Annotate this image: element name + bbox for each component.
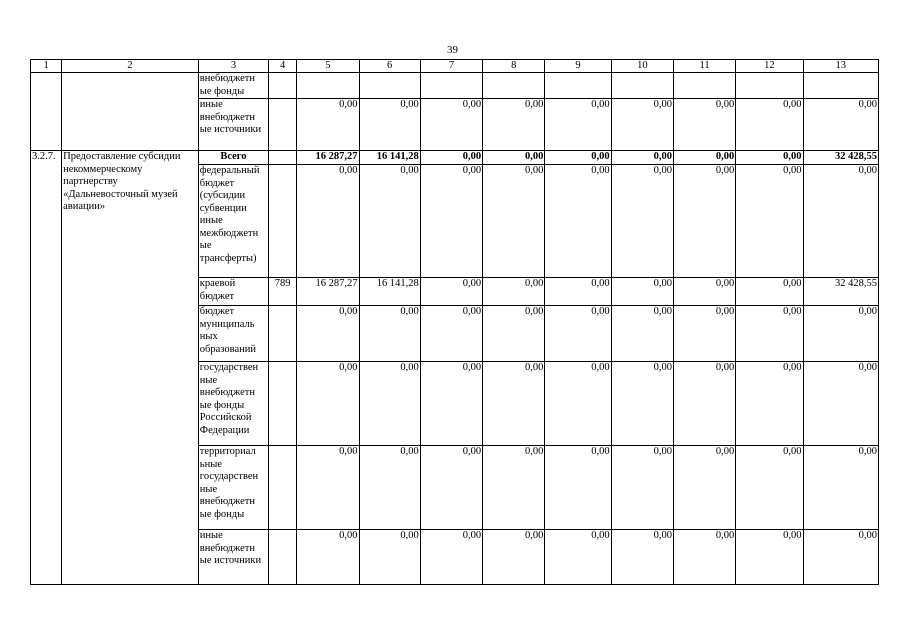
value-cell-5: 16 287,27 [297, 151, 359, 165]
kbk-cell [269, 151, 297, 165]
value-cell-12: 0,00 [736, 278, 803, 306]
funding-source-cell: государствен ные внебюджетн ые фонды Российской Федерации [198, 362, 268, 446]
value-cell-7: 0,00 [420, 151, 482, 165]
value-cell-5: 0,00 [297, 362, 359, 446]
value-cell-9: 0,00 [545, 151, 611, 165]
value-cell-12: 0,00 [736, 99, 803, 151]
value-cell-6: 0,00 [359, 362, 420, 446]
funding-source-cell: территориал ьные государствен ные внебюджетн ые фонды [198, 446, 268, 530]
value-cell-13: 0,00 [803, 306, 878, 362]
value-cell-10: 0,00 [611, 99, 673, 151]
value-cell-9: 0,00 [545, 362, 611, 446]
table-row [31, 73, 879, 99]
funding-source-cell: иные внебюджетн ые источники [198, 99, 268, 151]
value-cell-8: 0,00 [483, 151, 545, 165]
kbk-cell: 789 [269, 278, 297, 306]
value-cell-13: 32 428,55 [803, 278, 878, 306]
header-cell-13: 13 [803, 60, 878, 73]
value-cell-11: 0,00 [673, 306, 735, 362]
value-cell-5: 0,00 [297, 530, 359, 585]
value-cell-12 [736, 73, 803, 99]
item-name-cell: Предоставление субсидии некоммерческому партнерству «Дальневосточный музей авиации» [62, 151, 199, 585]
header-cell-9: 9 [545, 60, 611, 73]
funding-source-cell: краевой бюджет [198, 278, 268, 306]
value-cell-11: 0,00 [673, 278, 735, 306]
value-cell-13 [803, 73, 878, 99]
value-cell-10: 0,00 [611, 165, 673, 278]
value-cell-7: 0,00 [420, 278, 482, 306]
value-cell-7: 0,00 [420, 306, 482, 362]
value-cell-5: 0,00 [297, 99, 359, 151]
value-cell-12: 0,00 [736, 306, 803, 362]
value-cell-6 [359, 73, 420, 99]
value-cell-7 [420, 73, 482, 99]
item-code-cell [31, 73, 62, 151]
value-cell-9: 0,00 [545, 278, 611, 306]
value-cell-8: 0,00 [483, 446, 545, 530]
value-cell-6: 16 141,28 [359, 151, 420, 165]
value-cell-12: 0,00 [736, 165, 803, 278]
value-cell-11 [673, 73, 735, 99]
header-cell-6: 6 [359, 60, 420, 73]
value-cell-6: 0,00 [359, 530, 420, 585]
kbk-cell [269, 99, 297, 151]
funding-source-cell: федеральный бюджет (субсидии субвенции иные межбюджетн ые трансферты) [198, 165, 268, 278]
value-cell-9: 0,00 [545, 530, 611, 585]
funding-source-cell: иные внебюджетн ые источники [198, 530, 268, 585]
value-cell-10: 0,00 [611, 278, 673, 306]
value-cell-11: 0,00 [673, 99, 735, 151]
header-cell-4: 4 [269, 60, 297, 73]
budget-table [30, 59, 879, 585]
value-cell-7: 0,00 [420, 165, 482, 278]
funding-source-cell: бюджет муниципаль ных образований [198, 306, 268, 362]
value-cell-12: 0,00 [736, 446, 803, 530]
value-cell-10: 0,00 [611, 306, 673, 362]
value-cell-5: 0,00 [297, 165, 359, 278]
value-cell-9: 0,00 [545, 306, 611, 362]
header-cell-2: 2 [62, 60, 199, 73]
value-cell-11: 0,00 [673, 446, 735, 530]
value-cell-5: 0,00 [297, 306, 359, 362]
value-cell-13: 0,00 [803, 362, 878, 446]
header-cell-10: 10 [611, 60, 673, 73]
value-cell-9 [545, 73, 611, 99]
value-cell-6: 0,00 [359, 306, 420, 362]
value-cell-13: 0,00 [803, 446, 878, 530]
value-cell-10: 0,00 [611, 530, 673, 585]
value-cell-13: 32 428,55 [803, 151, 878, 165]
header-cell-5: 5 [297, 60, 359, 73]
value-cell-12: 0,00 [736, 362, 803, 446]
value-cell-7: 0,00 [420, 362, 482, 446]
value-cell-6: 0,00 [359, 446, 420, 530]
page-number: 39 [447, 44, 458, 56]
value-cell-6: 0,00 [359, 165, 420, 278]
value-cell-11: 0,00 [673, 530, 735, 585]
table-row-total [31, 151, 879, 165]
kbk-cell [269, 446, 297, 530]
value-cell-9: 0,00 [545, 165, 611, 278]
value-cell-5: 16 287,27 [297, 278, 359, 306]
value-cell-10: 0,00 [611, 446, 673, 530]
kbk-cell [269, 73, 297, 99]
header-cell-12: 12 [736, 60, 803, 73]
value-cell-8: 0,00 [483, 362, 545, 446]
value-cell-10 [611, 73, 673, 99]
value-cell-10: 0,00 [611, 362, 673, 446]
value-cell-11: 0,00 [673, 362, 735, 446]
header-cell-8: 8 [483, 60, 545, 73]
value-cell-7: 0,00 [420, 99, 482, 151]
value-cell-5 [297, 73, 359, 99]
value-cell-13: 0,00 [803, 99, 878, 151]
value-cell-9: 0,00 [545, 99, 611, 151]
value-cell-12: 0,00 [736, 530, 803, 585]
value-cell-13: 0,00 [803, 530, 878, 585]
header-cell-11: 11 [673, 60, 735, 73]
value-cell-11: 0,00 [673, 165, 735, 278]
value-cell-8 [483, 73, 545, 99]
value-cell-7: 0,00 [420, 446, 482, 530]
header-row [31, 60, 879, 73]
value-cell-11: 0,00 [673, 151, 735, 165]
value-cell-8: 0,00 [483, 530, 545, 585]
kbk-cell [269, 530, 297, 585]
value-cell-8: 0,00 [483, 278, 545, 306]
value-cell-9: 0,00 [545, 446, 611, 530]
kbk-cell [269, 165, 297, 278]
value-cell-8: 0,00 [483, 306, 545, 362]
value-cell-8: 0,00 [483, 99, 545, 151]
funding-source-cell: внебюджетн ые фонды [198, 73, 268, 99]
header-cell-3: 3 [198, 60, 268, 73]
header-cell-1: 1 [31, 60, 62, 73]
value-cell-12: 0,00 [736, 151, 803, 165]
value-cell-5: 0,00 [297, 446, 359, 530]
value-cell-7: 0,00 [420, 530, 482, 585]
value-cell-6: 0,00 [359, 99, 420, 151]
funding-source-cell: Всего [198, 151, 268, 165]
item-name-cell [62, 73, 199, 151]
value-cell-10: 0,00 [611, 151, 673, 165]
value-cell-13: 0,00 [803, 165, 878, 278]
item-code-cell: 3.2.7. [31, 151, 62, 585]
value-cell-6: 16 141,28 [359, 278, 420, 306]
value-cell-8: 0,00 [483, 165, 545, 278]
header-cell-7: 7 [420, 60, 482, 73]
kbk-cell [269, 306, 297, 362]
kbk-cell [269, 362, 297, 446]
